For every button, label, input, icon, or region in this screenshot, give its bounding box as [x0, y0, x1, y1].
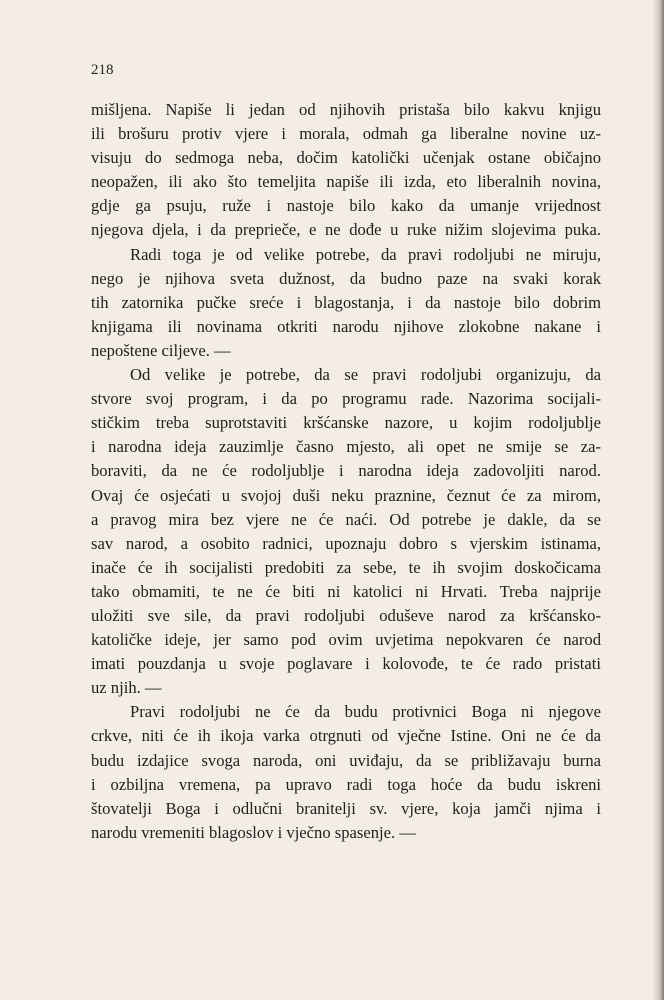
- text-line: neopažen, ili ako što temeljita napiše ili izda, eto liberalnih novina,: [91, 172, 601, 192]
- paragraph-1: [91, 98, 601, 243]
- text-line: nego je njihova sveta dužnost, da budno paze na svaki korak: [91, 268, 601, 288]
- text-line: stičkim treba suprotstaviti kršćanske nazore, u kojim rodoljublje: [91, 413, 601, 433]
- paragraph-2: [91, 243, 601, 363]
- text-line: i ozbiljna vremena, pa upravo radi toga hoće da budu iskreni: [91, 774, 601, 794]
- text-line: i narodna ideja zauzimlje časno mjesto, ali opet ne smije se za-: [91, 437, 601, 457]
- text-line: inače će ih socijalisti predobiti za sebe, te ih svojim doskočicama: [91, 557, 601, 577]
- text-line: štovatelji Boga i odlučni branitelji sv. vjere, koja jamči njima i: [91, 798, 601, 818]
- text-line: knjigama ili novinama otkriti narodu njihove zlokobne nakane i: [91, 316, 601, 336]
- text-line: Od velike je potrebe, da se pravi rodoljubi organizuju, da: [130, 365, 601, 385]
- text-line: stvore svoj program, i da po programu rade. Nazorima socijali-: [91, 389, 601, 409]
- text-line: uz njih. —: [91, 678, 162, 698]
- paragraph-3: [91, 363, 601, 700]
- text-line: narodu vremeniti blagoslov i vječno spasenje. —: [91, 822, 416, 842]
- text-line: nepoštene ciljeve. —: [91, 340, 231, 360]
- text-line: crkve, niti će ih ikoja varka otrgnuti od vječne Istine. Oni ne će da: [91, 726, 601, 746]
- text-line: mišljena. Napiše li jedan od njihovih pristaša bilo kakvu knjigu: [91, 100, 601, 119]
- text-line: Radi toga je od velike potrebe, da pravi rodoljubi ne miruju,: [130, 244, 601, 264]
- text-line: boraviti, da ne će rodoljublje i narodna ideja zadovoljiti narod.: [91, 461, 601, 481]
- paragraph-4: [91, 700, 601, 845]
- text-line: katoličke ideje, jer samo pod ovim uvjetima nepokvaren će narod: [91, 630, 601, 650]
- text-line: tako obmamiti, te ne će biti ni katolici ni Hrvati. Treba najprije: [91, 581, 601, 601]
- body-text: [91, 98, 601, 845]
- text-line: Ovaj će osjećati u svojoj duši neku praznine, čeznut će za mirom,: [91, 485, 601, 505]
- text-line: Pravi rodoljubi ne će da budu protivnici Boga ni njegove: [130, 702, 601, 722]
- text-line: tih zatornika pučke sreće i blagostanja, i da nastoje bilo dobrim: [91, 292, 601, 312]
- page-edge-shadow: [652, 0, 664, 1000]
- text-line: ili brošuru protiv vjere i morala, odmah ga liberalne novine uz-: [91, 124, 601, 144]
- text-line: gdje ga psuju, ruže i nastoje bilo kako da umanje vrijednost: [91, 196, 601, 216]
- text-line: njegova djela, i da preprieče, e ne dođe u ruke nižim slojevima puka.: [91, 220, 601, 240]
- page-number: 218: [91, 62, 114, 78]
- text-line: sav narod, a osobito radnici, upoznaju dobro s vjerskim istinama,: [91, 533, 601, 553]
- text-line: a pravog mira bez vjere ne će naći. Od potrebe je dakle, da se: [91, 509, 601, 529]
- text-line: budu izdajice svoga naroda, oni uviđaju, da se približavaju burna: [91, 750, 601, 770]
- text-line: visuju do sedmoga neba, dočim katolički učenjak ostane običajno: [91, 148, 601, 168]
- text-line: imati pouzdanja u svoje poglavare i kolovođe, te će rado pristati: [91, 654, 601, 674]
- text-line: uložiti sve sile, da pravi rodoljubi oduševe narod za kršćansko-: [91, 605, 601, 625]
